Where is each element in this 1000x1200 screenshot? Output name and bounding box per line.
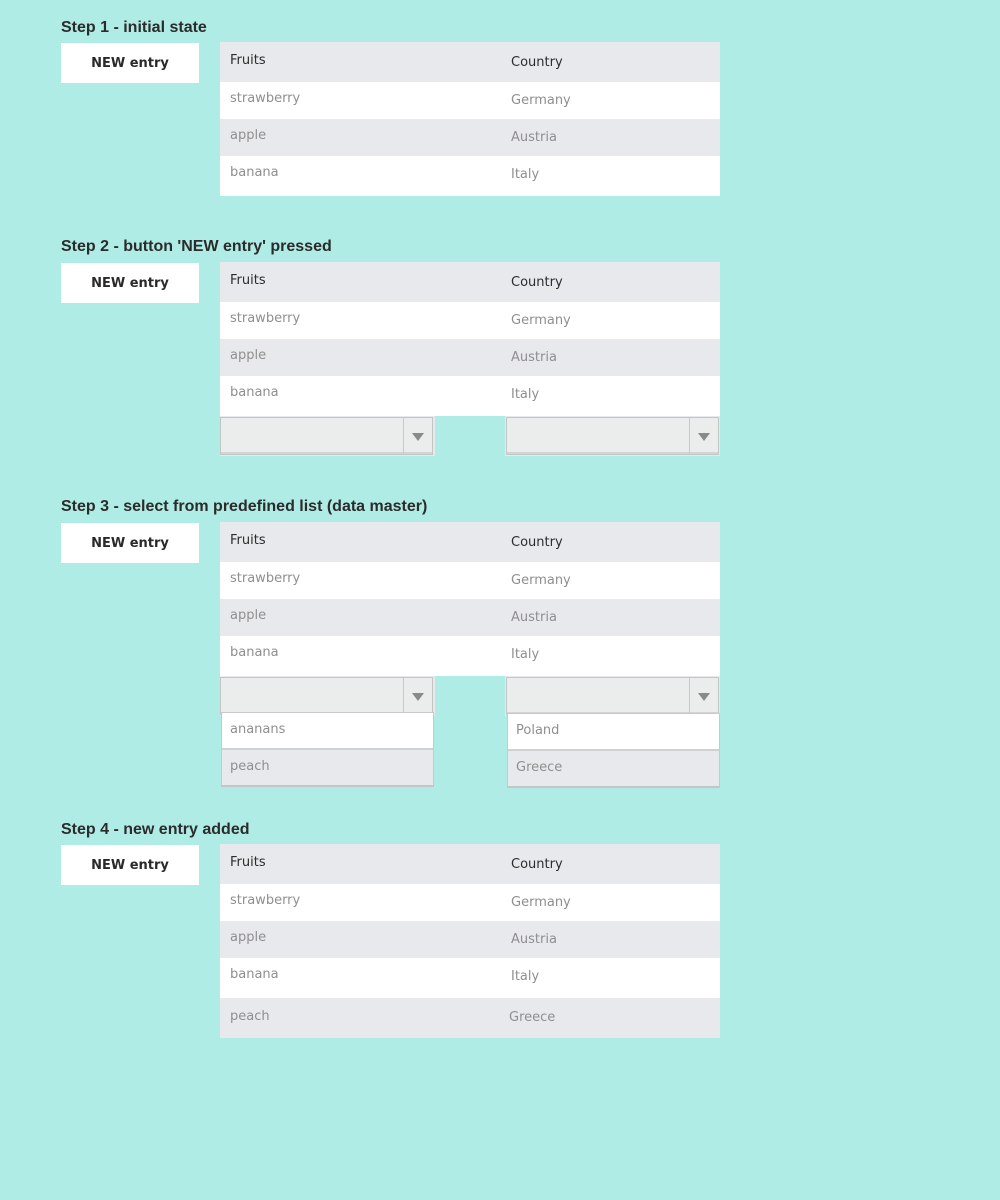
table-row[interactable]	[220, 921, 720, 958]
country-cell: Italy	[511, 647, 540, 662]
fruit-cell: strawberry	[230, 893, 301, 908]
table-row-new[interactable]	[220, 998, 720, 1038]
new-entry-button[interactable]: NEW entry	[61, 523, 199, 563]
fruit-cell: strawberry	[230, 571, 301, 586]
step-1-title: Step 1 - initial state	[61, 19, 207, 36]
fruit-cell: banana	[230, 165, 279, 180]
column-header-fruits[interactable]: Fruits	[230, 855, 266, 870]
new-entry-button[interactable]: NEW entry	[61, 263, 199, 303]
country-cell: Germany	[511, 573, 571, 588]
dropdown-separator	[689, 418, 690, 454]
dropdown-separator	[689, 678, 690, 714]
column-header-fruits[interactable]: Fruits	[230, 533, 266, 548]
fruit-dropdown-list	[221, 712, 434, 787]
new-entry-row	[220, 416, 720, 456]
fruit-dropdown[interactable]	[220, 677, 433, 715]
fruits-table	[220, 844, 720, 1038]
column-header-country[interactable]: Country	[511, 535, 563, 550]
fruit-cell: apple	[230, 930, 267, 945]
fruit-cell: apple	[230, 608, 267, 623]
dropdown-option[interactable]	[222, 713, 433, 750]
dropdown-arrow-icon[interactable]	[698, 433, 710, 441]
country-cell: Italy	[511, 969, 540, 984]
fruit-cell: apple	[230, 348, 267, 363]
fruits-table	[220, 262, 720, 456]
table-row[interactable]	[220, 82, 720, 119]
fruit-cell: banana	[230, 645, 279, 660]
country-cell: Germany	[511, 895, 571, 910]
table-header	[220, 42, 720, 82]
step-3-title: Step 3 - select from predefined list (data master)	[61, 498, 428, 515]
dropdown-arrow-icon[interactable]	[698, 693, 710, 701]
table-row[interactable]	[220, 376, 720, 416]
column-header-country[interactable]: Country	[511, 857, 563, 872]
table-row[interactable]	[220, 958, 720, 998]
table-row[interactable]	[220, 636, 720, 676]
country-dropdown-list	[507, 713, 720, 788]
country-cell: Austria	[511, 610, 557, 625]
table-header	[220, 844, 720, 884]
fruit-cell: strawberry	[230, 311, 301, 326]
table-header	[220, 262, 720, 302]
country-cell: Austria	[511, 130, 557, 145]
fruits-table	[220, 42, 720, 196]
column-header-fruits[interactable]: Fruits	[230, 273, 266, 288]
fruit-cell: banana	[230, 385, 279, 400]
fruit-cell: banana	[230, 967, 279, 982]
fruit-cell: strawberry	[230, 91, 301, 106]
table-row[interactable]	[220, 339, 720, 376]
country-cell: Italy	[511, 387, 540, 402]
new-entry-button[interactable]: NEW entry	[61, 845, 199, 885]
column-header-fruits[interactable]: Fruits	[230, 53, 266, 68]
table-row[interactable]	[220, 884, 720, 921]
dropdown-option[interactable]	[508, 751, 719, 786]
country-cell: Italy	[511, 167, 540, 182]
fruit-cell: apple	[230, 128, 267, 143]
fruit-cell: peach	[230, 1009, 270, 1024]
country-cell: Germany	[511, 93, 571, 108]
option-label: Greece	[516, 760, 563, 775]
country-dropdown[interactable]	[506, 417, 719, 455]
column-header-country[interactable]: Country	[511, 275, 563, 290]
option-label: peach	[230, 759, 270, 774]
option-label: ananans	[230, 722, 286, 737]
country-cell: Germany	[511, 313, 571, 328]
dropdown-separator	[403, 678, 404, 714]
table-row[interactable]	[220, 302, 720, 339]
table-row[interactable]	[220, 599, 720, 636]
country-cell: Austria	[511, 350, 557, 365]
dropdown-option[interactable]	[508, 714, 719, 751]
table-header	[220, 522, 720, 562]
new-entry-row	[220, 676, 720, 716]
step-2-title: Step 2 - button 'NEW entry' pressed	[61, 238, 332, 255]
fruits-table	[220, 522, 720, 775]
fruit-dropdown[interactable]	[220, 417, 433, 455]
country-cell: Austria	[511, 932, 557, 947]
dropdown-arrow-icon[interactable]	[412, 693, 424, 701]
table-row[interactable]	[220, 562, 720, 599]
new-entry-button[interactable]: NEW entry	[61, 43, 199, 83]
table-row[interactable]	[220, 119, 720, 156]
column-header-country[interactable]: Country	[511, 55, 563, 70]
country-dropdown[interactable]	[506, 677, 719, 715]
dropdown-separator	[403, 418, 404, 454]
step-4-title: Step 4 - new entry added	[61, 821, 250, 838]
country-cell: Greece	[509, 1010, 556, 1025]
table-row[interactable]	[220, 156, 720, 196]
dropdown-option[interactable]	[222, 750, 433, 785]
dropdown-arrow-icon[interactable]	[412, 433, 424, 441]
option-label: Poland	[516, 723, 560, 738]
